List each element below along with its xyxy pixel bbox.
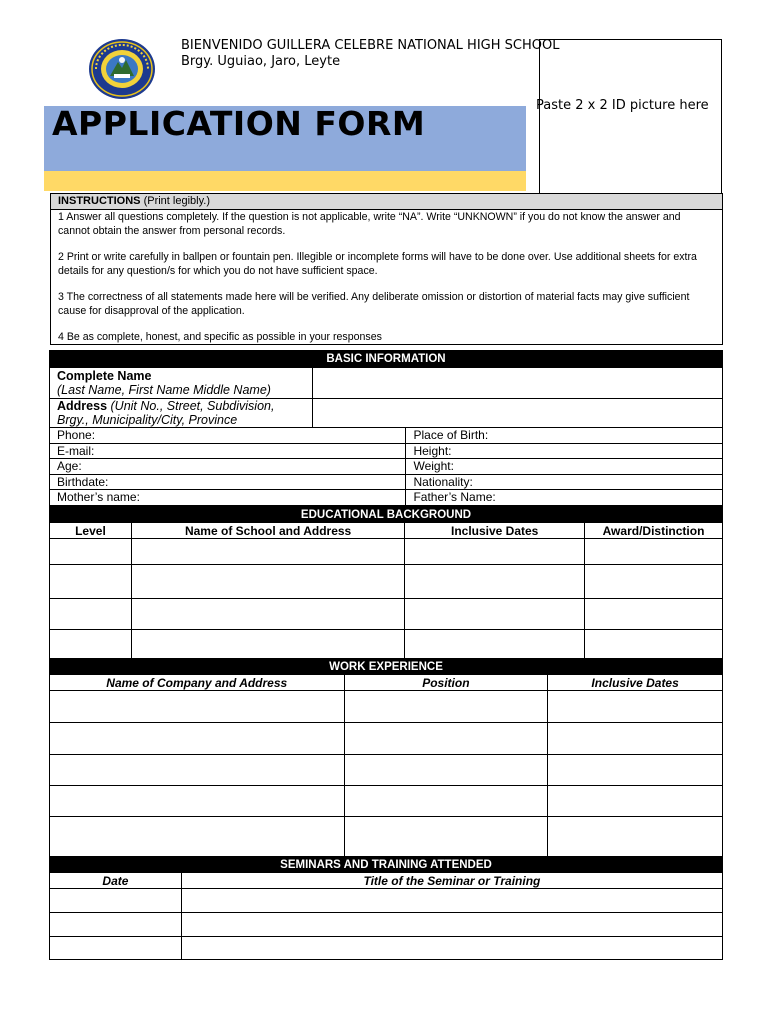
- instruction-item: 3 The correctness of all statements made here will be verified. Any deliberate omission or distortion of material facts may give sufficient cause for disapproval of the application.: [58, 291, 690, 317]
- instructions-box: [50, 193, 723, 345]
- basic-information-table: [49, 350, 723, 506]
- table-row: [50, 755, 723, 786]
- table-row: [50, 599, 723, 630]
- table-cell[interactable]: [131, 599, 404, 630]
- table-row: [50, 691, 723, 723]
- table-row: [50, 937, 723, 960]
- column-header-dates: Inclusive Dates: [548, 675, 723, 691]
- table-row: [50, 723, 723, 755]
- educational-background-table: [49, 506, 723, 660]
- table-cell[interactable]: [585, 630, 723, 660]
- address-hint-1: (Unit No., Street, Subdivision,: [107, 399, 275, 413]
- table-cell[interactable]: [585, 565, 723, 599]
- table-row: [50, 786, 723, 817]
- table-row: [50, 630, 723, 660]
- table-cell[interactable]: [344, 691, 548, 723]
- instructions-title: INSTRUCTIONS: [58, 195, 141, 207]
- table-cell[interactable]: [131, 565, 404, 599]
- instruction-item: 4 Be as complete, honest, and specific as possible in your responses: [58, 331, 382, 343]
- table-cell[interactable]: [50, 786, 345, 817]
- height-field[interactable]: Height:: [406, 443, 723, 459]
- phone-field[interactable]: Phone:: [50, 428, 406, 444]
- address-hint-2: Brgy., Municipality/City, Province: [57, 413, 238, 427]
- seminars-table: [49, 856, 723, 960]
- table-cell[interactable]: [50, 539, 132, 565]
- seminars-header: SEMINARS AND TRAINING ATTENDED: [50, 857, 723, 873]
- address-label-cell: [50, 399, 313, 428]
- mothers-name-field[interactable]: Mother’s name:: [50, 490, 406, 506]
- table-cell[interactable]: [344, 786, 548, 817]
- table-cell[interactable]: [50, 630, 132, 660]
- table-cell[interactable]: [50, 723, 345, 755]
- school-name: BIENVENIDO GUILLERA CELEBRE NATIONAL HIGH SCHOOL: [181, 38, 560, 53]
- table-row: [50, 913, 723, 937]
- table-row: [50, 817, 723, 857]
- work-experience-table: [49, 658, 723, 857]
- school-logo: [88, 38, 156, 100]
- column-header-school: Name of School and Address: [131, 523, 404, 539]
- table-cell[interactable]: [50, 889, 182, 913]
- school-address: Brgy. Uguiao, Jaro, Leyte: [181, 54, 341, 69]
- table-cell[interactable]: [50, 913, 182, 937]
- address-label: Address: [57, 399, 108, 413]
- nationality-field[interactable]: Nationality:: [406, 474, 723, 490]
- table-row: [50, 889, 723, 913]
- table-cell[interactable]: [181, 889, 722, 913]
- instructions-note: (Print legibly.): [143, 195, 210, 207]
- column-header-level: Level: [50, 523, 132, 539]
- table-cell[interactable]: [585, 599, 723, 630]
- table-cell[interactable]: [131, 630, 404, 660]
- place-of-birth-field[interactable]: Place of Birth:: [406, 428, 723, 444]
- instruction-item: 2 Print or write carefully in ballpen or fountain pen. Illegible or incomplete forms will have to be done over. Use additional sheets for extra details for any question/s for which you do not have sufficient space.: [58, 251, 697, 277]
- table-cell[interactable]: [405, 539, 585, 565]
- column-header-award: Award/Distinction: [585, 523, 723, 539]
- title-stripe: [44, 171, 526, 191]
- table-cell[interactable]: [548, 817, 723, 857]
- table-cell[interactable]: [405, 599, 585, 630]
- work-experience-header: WORK EXPERIENCE: [50, 659, 723, 675]
- table-cell[interactable]: [50, 755, 345, 786]
- table-cell[interactable]: [50, 565, 132, 599]
- complete-name-label: Complete Name: [57, 369, 152, 383]
- table-cell[interactable]: [548, 723, 723, 755]
- table-row: [50, 539, 723, 565]
- table-cell[interactable]: [405, 565, 585, 599]
- table-cell[interactable]: [344, 755, 548, 786]
- birthdate-field[interactable]: Birthdate:: [50, 474, 406, 490]
- table-cell[interactable]: [131, 539, 404, 565]
- table-cell[interactable]: [405, 630, 585, 660]
- instruction-item: 1 Answer all questions completely. If the question is not applicable, write “NA”. Write “UNKNOWN” if you do not know the answer and cannot obtain the answer from personal records.: [58, 211, 681, 237]
- educational-background-header: EDUCATIONAL BACKGROUND: [50, 507, 723, 523]
- complete-name-field[interactable]: [312, 368, 722, 399]
- column-header-seminar-title: Title of the Seminar or Training: [181, 873, 722, 889]
- complete-name-label-cell: [50, 368, 313, 399]
- photo-box[interactable]: [539, 39, 722, 197]
- table-cell[interactable]: [548, 691, 723, 723]
- table-cell[interactable]: [181, 913, 722, 937]
- table-cell[interactable]: [50, 691, 345, 723]
- column-header-position: Position: [344, 675, 548, 691]
- fathers-name-field[interactable]: Father’s Name:: [406, 490, 723, 506]
- email-field[interactable]: E-mail:: [50, 443, 406, 459]
- form-title: APPLICATION FORM: [52, 104, 426, 143]
- table-row: [50, 565, 723, 599]
- table-cell[interactable]: [344, 723, 548, 755]
- address-field[interactable]: [312, 399, 722, 428]
- table-cell[interactable]: [585, 539, 723, 565]
- table-cell[interactable]: [548, 786, 723, 817]
- weight-field[interactable]: Weight:: [406, 459, 723, 475]
- age-field[interactable]: Age:: [50, 459, 406, 475]
- photo-box-label: Paste 2 x 2 ID picture here: [536, 98, 709, 113]
- complete-name-hint: (Last Name, First Name Middle Name): [57, 383, 271, 397]
- table-cell[interactable]: [181, 937, 722, 960]
- instructions-heading: [51, 194, 722, 210]
- table-cell[interactable]: [50, 599, 132, 630]
- table-cell[interactable]: [548, 755, 723, 786]
- column-header-date: Date: [50, 873, 182, 889]
- column-header-dates: Inclusive Dates: [405, 523, 585, 539]
- basic-information-header: BASIC INFORMATION: [50, 351, 723, 368]
- table-cell[interactable]: [50, 937, 182, 960]
- column-header-company: Name of Company and Address: [50, 675, 345, 691]
- table-cell[interactable]: [344, 817, 548, 857]
- table-cell[interactable]: [50, 817, 345, 857]
